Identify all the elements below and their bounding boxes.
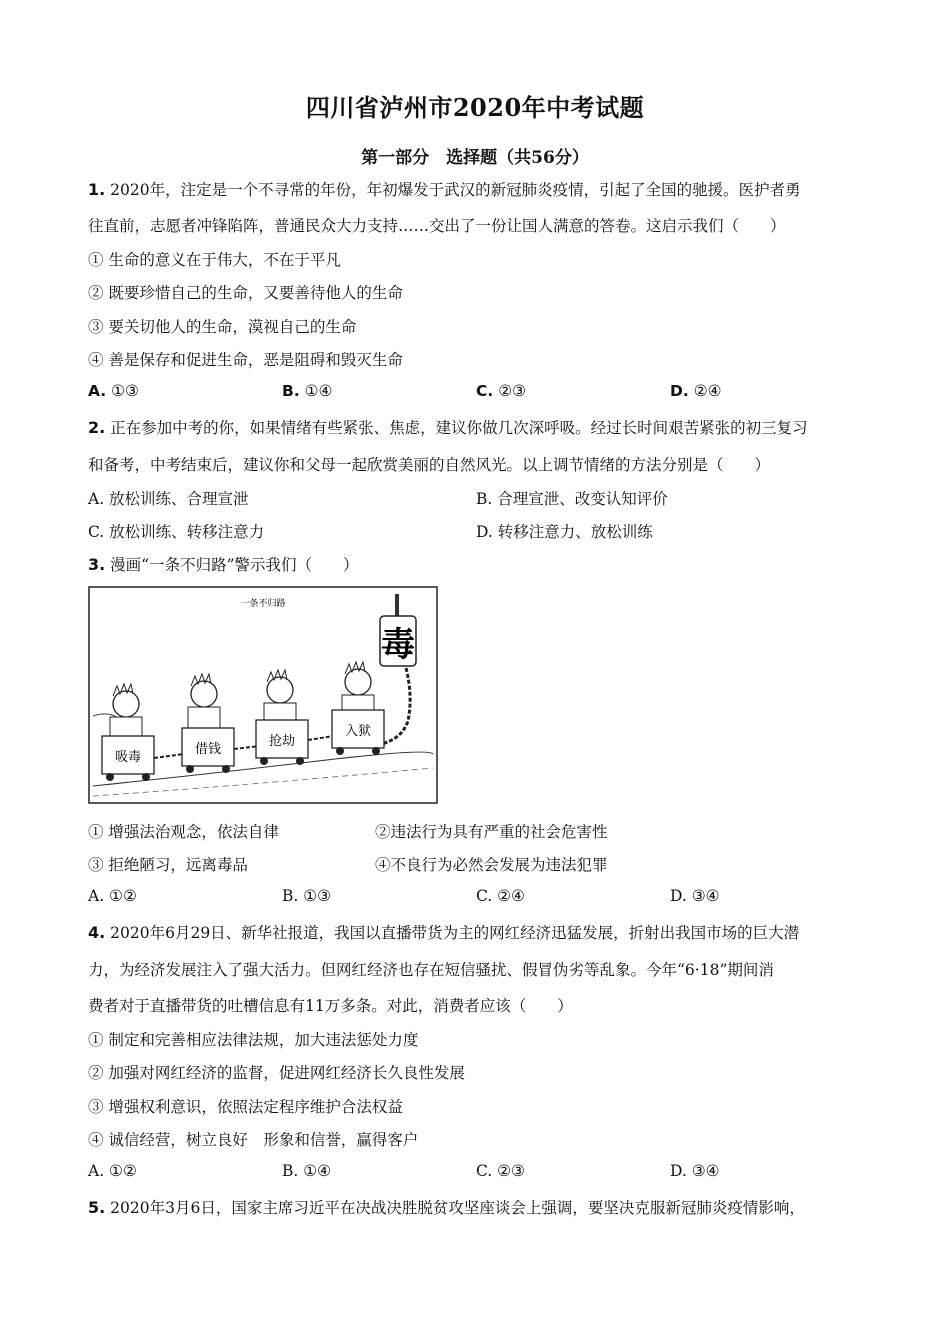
person-head-1 (113, 691, 139, 717)
q4-stem-line-2: 力，为经济发展注入了强大活力。但网红经济也存在短信骚扰、假冒伪劣等乱象。今年“6·18”期间消 (88, 961, 774, 979)
cart-wheel-3b (296, 757, 304, 765)
q2-option-a[interactable] (88, 487, 249, 509)
q4-option-a-letter: A. (88, 1162, 105, 1180)
q1-option-a-letter: A. (88, 382, 107, 400)
q4-option-c[interactable] (476, 1162, 525, 1180)
sign-pole (395, 594, 399, 618)
q4-item-3: ③ 增强权利意识，依照法定程序维护合法权益 (88, 1098, 403, 1116)
q1-option-d-text: ②④ (688, 382, 722, 400)
q2-stem-line-2: 和备考，中考结束后，建议你和父母一起欣赏美丽的自然风光。以上调节情绪的方法分别是（ ） (88, 456, 771, 474)
q2-option-b-letter: B. (476, 490, 493, 508)
person-head-2 (191, 681, 217, 707)
q4-option-b-text: ①④ (298, 1162, 332, 1180)
q3-option-d[interactable] (670, 887, 720, 905)
section-heading: 第一部分 选择题（共56分） (361, 148, 589, 168)
q2-number: 2. (88, 418, 106, 437)
q2-option-a-text: 放松训练、合理宣泄 (104, 490, 249, 508)
cart-wheel-2a (186, 765, 194, 773)
q1-option-c-letter: C. (476, 382, 494, 400)
q4-item-1: ① 制定和完善相应法律法规，加大违法惩处力度 (88, 1031, 419, 1049)
q1-item-1: ① 生命的意义在于伟大，不在于平凡 (88, 251, 341, 269)
q4-option-a-text: ①② (104, 1162, 137, 1180)
q4-stem-line-1 (88, 921, 799, 943)
q4-option-c-text: ②③ (492, 1162, 525, 1180)
cart-label-2: 借钱 (194, 742, 222, 757)
q3-option-b[interactable] (282, 887, 331, 905)
q4-stem-line-3: 费者对于直播带货的吐槽信息有11万多条。对此，消费者应该（ ） (88, 997, 573, 1015)
q1-option-c[interactable] (476, 382, 526, 400)
q1-option-b-text: ①④ (299, 382, 333, 400)
q3-item-1: ① 增强法治观念，依法自律 (88, 823, 279, 841)
cart-wheel-4b (372, 747, 380, 755)
q4-option-b-letter: B. (282, 1162, 299, 1180)
q1-stem-line-2: 往直前，志愿者冲锋陷阵，普通民众大力支持……交出了一份让国人满意的答卷。这启示我们（ ） (88, 217, 786, 235)
cartoon-no-return-road (88, 586, 438, 804)
person-head-4 (345, 669, 371, 695)
q1-option-b[interactable] (282, 382, 332, 400)
cart-wheel-1b (142, 773, 150, 781)
cart-wheel-3a (260, 757, 268, 765)
q1-item-3: ③ 要关切他人的生命，漠视自己的生命 (88, 318, 357, 336)
q4-option-a[interactable] (88, 1162, 137, 1180)
q2-option-d-text: 转移注意力、放松训练 (492, 523, 653, 541)
q3-item-3: ③ 拒绝陋习，远离毒品 (88, 856, 248, 874)
q2-option-c-text: 放松训练、转移注意力 (104, 523, 265, 541)
q3-option-c[interactable] (476, 887, 525, 905)
q5-stem-text-1: 2020年3月6日，国家主席习近平在决战决胜脱贫攻坚座谈会上强调，要坚决克服新冠肺炎疫情影响， (105, 1199, 805, 1217)
cart-wheel-4a (336, 747, 344, 755)
poison-sign-text: 毒 (381, 625, 415, 665)
q1-option-b-letter: B. (282, 382, 300, 400)
q1-number: 1. (88, 180, 106, 199)
q3-item-2: ②违法行为具有严重的社会危害性 (375, 823, 608, 841)
q4-item-4: ④ 诚信经营，树立良好 形象和信誉，赢得客户 (88, 1131, 419, 1149)
q2-option-b-text: 合理宣泄、改变认知评价 (492, 490, 668, 508)
q1-stem-line-1 (88, 178, 801, 200)
q3-number: 3. (88, 555, 106, 574)
cartoon-title: 一条不归路 (240, 599, 286, 609)
q2-option-d-letter: D. (476, 523, 493, 541)
q2-option-b[interactable] (476, 487, 668, 509)
q4-option-d-text: ③④ (686, 1162, 720, 1180)
q2-option-c[interactable] (88, 520, 264, 542)
q3-option-c-text: ②④ (492, 887, 525, 905)
q1-option-a-text: ①③ (106, 382, 139, 400)
q3-item-4: ④不良行为必然会发展为违法犯罪 (375, 856, 608, 874)
q1-option-c-text: ②③ (493, 382, 526, 400)
q1-item-4: ④ 善是保存和促进生命，恶是阻碍和毁灭生命 (88, 351, 403, 369)
page-title: 四川省泸州市2020年中考试题 (305, 93, 645, 122)
q2-option-d[interactable] (476, 520, 653, 542)
q2-option-a-letter: A. (88, 490, 105, 508)
q5-stem-line-1 (88, 1196, 805, 1218)
q4-option-d-letter: D. (670, 1162, 687, 1180)
q3-option-a[interactable] (88, 887, 137, 905)
q3-option-d-letter: D. (670, 887, 687, 905)
q3-option-a-text: ①② (104, 887, 137, 905)
cart-label-3: 抢劫 (268, 734, 296, 749)
cart-label-1: 吸毒 (114, 750, 142, 765)
q4-option-b[interactable] (282, 1162, 331, 1180)
q1-item-2: ② 既要珍惜自己的生命，又要善待他人的生命 (88, 284, 403, 302)
cart-wheel-1a (106, 773, 114, 781)
cart-label-4: 入狱 (344, 724, 372, 739)
q4-option-c-letter: C. (476, 1162, 493, 1180)
q2-option-c-letter: C. (88, 523, 105, 541)
q3-option-b-letter: B. (282, 887, 299, 905)
q1-option-d-letter: D. (670, 382, 689, 400)
q3-option-b-text: ①③ (298, 887, 332, 905)
cart-wheel-2b (222, 765, 230, 773)
q3-option-d-text: ③④ (686, 887, 720, 905)
person-head-3 (267, 677, 293, 703)
q3-stem-line-1 (88, 553, 359, 575)
q2-stem-line-1 (88, 416, 808, 438)
q1-stem-text-1: 2020年，注定是一个不寻常的年份，年初爆发于武汉的新冠肺炎疫情，引起了全国的驰援。医护者勇 (105, 181, 801, 199)
q4-option-d[interactable] (670, 1162, 720, 1180)
person-body-2 (188, 707, 220, 729)
q3-option-a-letter: A. (88, 887, 105, 905)
q1-option-a[interactable] (88, 382, 139, 400)
q1-option-d[interactable] (670, 382, 721, 400)
q4-item-2: ② 加强对网红经济的监督，促进网红经济长久良性发展 (88, 1064, 465, 1082)
q2-stem-text-1: 正在参加中考的你，如果情绪有些紧张、焦虑，建议你做几次深呼吸。经过长时间艰苦紧张的初三复习 (105, 419, 808, 437)
q4-number: 4. (88, 923, 106, 942)
q5-number: 5. (88, 1198, 106, 1217)
q3-option-c-letter: C. (476, 887, 493, 905)
q4-stem-text-1: 2020年6月29日、新华社报道，我国以直播带货为主的网红经济迅猛发展，折射出我国市场的巨大潜 (105, 924, 800, 942)
q3-stem-text-1: 漫画“一条不归路”警示我们（ ） (105, 556, 359, 574)
